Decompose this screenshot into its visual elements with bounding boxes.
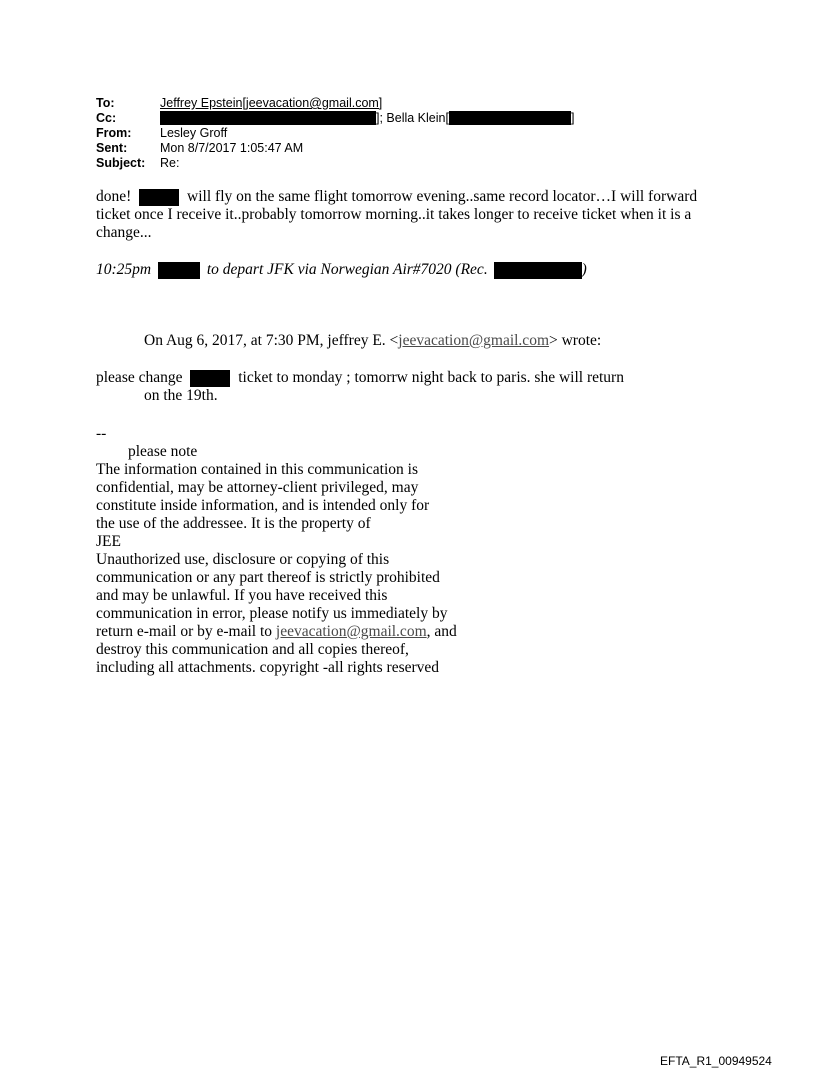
redaction-box: [158, 262, 200, 279]
disclaimer-line: JEE: [96, 533, 121, 550]
request-start: please change: [96, 369, 183, 386]
request-rest: ticket to monday ; tomorrw night back to paris. she will return: [238, 369, 624, 386]
message-rest: will fly on the same flight tomorrow evening..same record locator…I will forward ticket once I receive it..probably tomorrow morning..it takes longer to receive ticket when it is a change...: [96, 188, 698, 241]
redaction-box: [449, 111, 571, 125]
itinerary-detail: to depart JFK via Norwegian Air#7020 (Rec.: [206, 261, 488, 278]
disclaimer-line: including all attachments. copyright -all rights reserved: [96, 659, 440, 676]
subject-label: Subject:: [96, 156, 146, 170]
disclaimer-line: constitute inside information, and is intended only for: [96, 497, 430, 514]
cc-label: Cc:: [96, 111, 117, 125]
disclaimer-line: the use of the addressee. It is the property of: [96, 515, 371, 532]
sent-label: Sent:: [96, 141, 128, 155]
itinerary-line: [96, 261, 587, 279]
disclaimer-line: and may be unlawful. If you have received this: [96, 587, 388, 604]
disclaimer-line: confidential, may be attorney-client privileged, may: [96, 479, 419, 496]
document-id: EFTA_R1_00949524: [660, 1054, 772, 1068]
disclaimer-line: communication or any part thereof is strictly prohibited: [96, 569, 440, 586]
itinerary-end: ): [581, 261, 587, 278]
to-label: To:: [96, 96, 115, 110]
disclaimer-line: Unauthorized use, disclosure or copying of this: [96, 551, 390, 568]
redaction-box: [139, 189, 179, 206]
sent-row: [96, 141, 574, 156]
subject-value: Re:: [160, 156, 180, 170]
cc-end: ]: [570, 111, 575, 125]
redaction-box: [190, 370, 230, 387]
subject-row: [96, 156, 574, 171]
to-row: [96, 96, 574, 111]
message-body: [96, 188, 716, 242]
quoted-intro: [144, 332, 601, 350]
cc-row: [96, 111, 574, 126]
disclaimer-line: [96, 623, 476, 641]
quoted-request: [96, 369, 624, 387]
email-header: [96, 96, 574, 171]
sent-value: Mon 8/7/2017 1:05:47 AM: [160, 141, 304, 155]
quoted-intro-start: On Aug 6, 2017, at 7:30 PM, jeffrey E. <: [144, 332, 399, 349]
signature-separator: --: [96, 425, 107, 442]
email-link[interactable]: jeevacation@gmail.com: [398, 332, 549, 349]
cc-mid: ]; Bella Klein[: [376, 111, 449, 125]
disclaimer-line: communication in error, please notify us immediately by: [96, 605, 448, 622]
return-end: , and: [426, 623, 457, 640]
redaction-box: [160, 111, 376, 125]
disclaimer-line: The information contained in this communication is: [96, 461, 418, 478]
message-start: done!: [96, 188, 132, 205]
signature-note: please note: [128, 443, 198, 460]
email-link[interactable]: jeevacation@gmail.com: [275, 623, 427, 640]
from-label: From:: [96, 126, 132, 140]
from-row: [96, 126, 574, 141]
return-start: return e-mail or by e-mail to: [96, 623, 276, 640]
disclaimer-line: destroy this communication and all copies thereof,: [96, 641, 409, 658]
quoted-intro-end: > wrote:: [549, 332, 602, 349]
disclaimer: [96, 461, 476, 677]
to-value: Jeffrey Epstein[jeevacation@gmail.com]: [160, 96, 383, 110]
redaction-box: [494, 262, 582, 279]
quoted-request-line2: on the 19th.: [144, 387, 218, 404]
from-value: Lesley Groff: [160, 126, 228, 140]
itinerary-time: 10:25pm: [96, 261, 152, 278]
